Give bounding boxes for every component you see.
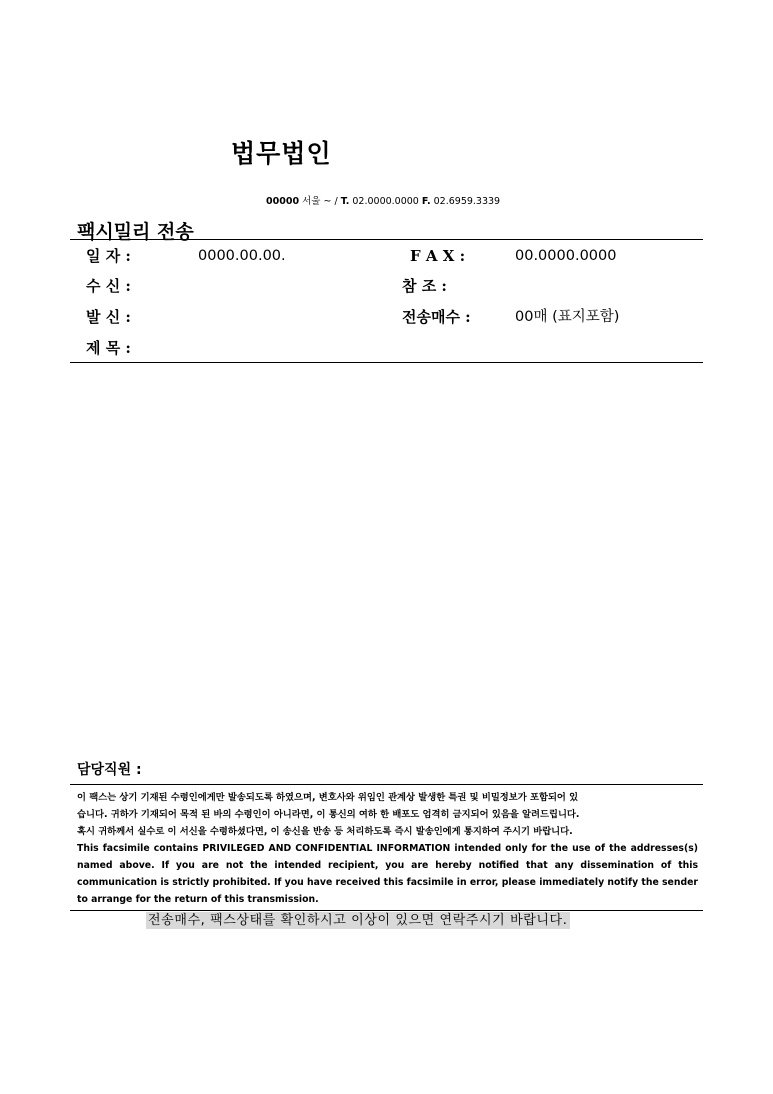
notice-en-line: named above. If you are not the intended recipient, you are hereby notified that any dissemination of this bbox=[77, 860, 698, 871]
address-zip: 00000 bbox=[266, 196, 300, 207]
notice-en-line: communication is strictly prohibited. If you have received this facsimile in error, please immediately notify the sender bbox=[77, 877, 698, 888]
header-top-divider bbox=[70, 239, 703, 240]
notice-en-line: to arrange for the return of this transmission. bbox=[77, 894, 319, 905]
notice-top-divider bbox=[70, 784, 703, 785]
tel-number: 02.0000.0000 bbox=[352, 196, 419, 207]
pages-value: 00매 (표지포함) bbox=[515, 309, 620, 325]
address-city: 서울 ~ / bbox=[302, 196, 338, 207]
firm-address-line bbox=[266, 193, 500, 207]
staff-label: 담당직원 : bbox=[77, 762, 142, 778]
sender-label: 발 신 : bbox=[86, 308, 131, 326]
fax-number-small: 02.6959.3339 bbox=[433, 196, 501, 207]
tel-label: T. bbox=[340, 196, 350, 207]
confirm-note: 전송매수, 팩스상태를 확인하시고 이상이 있으면 연락주시기 바랍니다. bbox=[146, 912, 570, 929]
notice-en-line: This facsimile contains PRIVILEGED AND CONFIDENTIAL INFORMATION intended only for the use of the addresses(s) bbox=[77, 843, 698, 854]
notice-ko-line: 혹시 귀하께서 실수로 이 서신을 수령하셨다면, 이 송신을 반송 등 처리하도록 즉시 발송인에게 통지하여 주시기 바랍니다. bbox=[77, 826, 573, 837]
fax-field-label: F A X : bbox=[410, 247, 466, 265]
pages-label: 전송매수 : bbox=[402, 308, 471, 326]
cc-label: 참 조 : bbox=[402, 277, 447, 295]
firm-name: 법무법인 bbox=[231, 139, 332, 168]
notice-bottom-divider bbox=[70, 910, 703, 911]
date-label: 일 자 : bbox=[86, 247, 131, 265]
fax-label-small: F. bbox=[421, 196, 431, 207]
fax-field-value: 00.0000.0000 bbox=[515, 248, 617, 264]
date-value: 0000.00.00. bbox=[198, 248, 286, 264]
header-bottom-divider bbox=[70, 362, 703, 363]
document-title: 팩시밀리 전송 bbox=[77, 221, 194, 243]
notice-ko-line: 이 팩스는 상기 기재된 수령인에게만 발송되도록 하였으며, 변호사와 위임인 관계상 발생한 특권 및 비밀정보가 포함되어 있 bbox=[77, 792, 579, 803]
recipient-label: 수 신 : bbox=[86, 277, 131, 295]
subject-label: 제 목 : bbox=[86, 339, 131, 357]
notice-ko-line: 습니다. 귀하가 기재되어 목적 된 바의 수령인이 아니라면, 이 통신의 여하 한 배포도 엄격히 금지되어 있음을 알려드립니다. bbox=[77, 809, 580, 820]
